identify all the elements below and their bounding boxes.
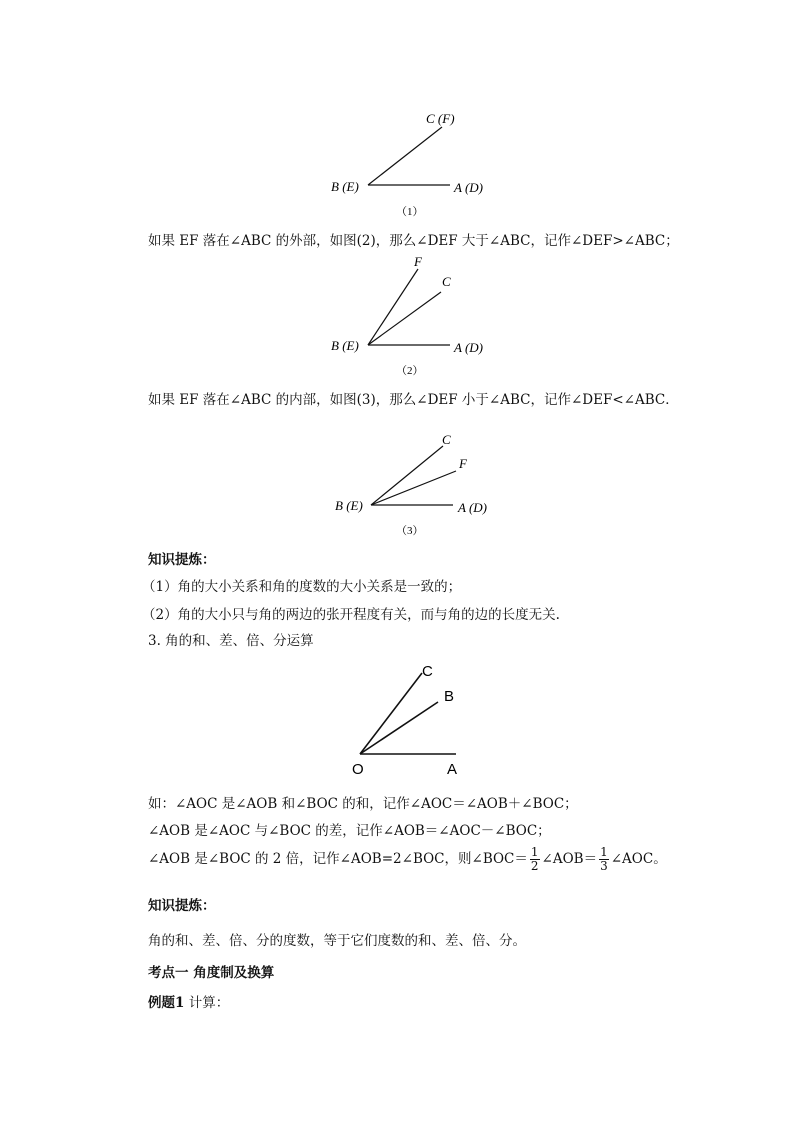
ray-ef (371, 471, 456, 505)
fraction-one-third (599, 846, 609, 873)
fraction-1-denominator: 2 (530, 859, 539, 873)
label-f: F (414, 254, 422, 269)
label-a: A (447, 761, 458, 778)
figure-2-svg (320, 254, 500, 378)
equation-difference: ∠AOB 是∠AOC 与∠BOC 的差，记作∠AOB＝∠AOC－∠BOC； (148, 823, 551, 839)
ray-bc (371, 446, 443, 505)
equation-multiple (148, 846, 667, 873)
fraction-2-numerator: 1 (600, 845, 608, 859)
knowledge-text-2: 角的和、差、倍、分的度数，等于它们度数的和、差、倍、分。 (148, 933, 526, 949)
kaodian-heading: 考点一 角度制及换算 (148, 965, 275, 981)
section-3-title: 3. 角的和、差、倍、分运算 (148, 633, 314, 649)
label-c: C (442, 432, 451, 447)
label-o: O (352, 761, 364, 778)
knowledge-heading-1: 知识提炼： (148, 552, 216, 568)
label-b: B (444, 688, 455, 705)
fraction-one-half (530, 846, 540, 873)
label-f: F (459, 456, 467, 471)
figure-3-caption: （3） (396, 525, 424, 537)
ray-bc (368, 127, 442, 185)
label-c: C (442, 274, 451, 289)
ray-oc (360, 673, 422, 754)
knowledge-heading-2: 知识提炼： (148, 898, 216, 914)
figure-3 (325, 428, 505, 540)
paragraph-interior: 如果 EF 落在∠ABC 的内部，如图(3)，那么∠DEF 小于∠ABC，记作∠DEF<∠ABC． (148, 392, 679, 408)
ray-ef (368, 269, 418, 345)
figure-4 (340, 656, 480, 781)
fraction-2-denominator: 3 (600, 859, 608, 873)
figure-1-svg (320, 105, 500, 225)
label-b-e: B (E) (335, 498, 363, 513)
label-a-d: A (D) (454, 340, 484, 355)
label-b-e: B (E) (331, 179, 359, 194)
label-a-d: A (D) (458, 500, 488, 515)
figure-1 (320, 105, 500, 225)
equation-multiple-post: ∠AOC。 (610, 851, 667, 867)
figure-2-caption: （2） (396, 365, 424, 377)
label-b-e: B (E) (331, 338, 359, 353)
label-c: C (422, 663, 433, 680)
figure-4-svg (340, 656, 480, 781)
equation-multiple-mid: ∠AOB＝ (541, 851, 598, 867)
fraction-1-numerator: 1 (530, 845, 539, 859)
figure-3-svg (325, 428, 505, 540)
equation-sum: 如：∠AOC 是∠AOB 和∠BOC 的和，记作∠AOC＝∠AOB＋∠BOC； (148, 796, 578, 812)
knowledge-item-2: （2）角的大小只与角的两边的张开程度有关，而与角的边的长度无关. (142, 607, 560, 623)
label-c-f: C (F) (426, 111, 455, 126)
knowledge-item-1: （1）角的大小关系和角的度数的大小关系是一致的； (142, 579, 462, 595)
example-1-text: 计算： (184, 995, 230, 1011)
figure-2 (320, 254, 500, 378)
ray-bc (368, 292, 441, 345)
label-a-d: A (D) (454, 180, 484, 195)
ray-ob (360, 702, 438, 754)
example-1 (148, 991, 229, 1011)
figure-1-caption: （1） (396, 206, 424, 218)
example-1-label: 例题1 (148, 995, 185, 1011)
equation-multiple-pre: ∠AOB 是∠BOC 的 2 倍，记作∠AOB=2∠BOC，则∠BOC＝ (148, 851, 528, 867)
paragraph-exterior: 如果 EF 落在∠ABC 的外部，如图(2)，那么∠DEF 大于∠ABC，记作∠DEF>∠ABC； (148, 233, 679, 249)
